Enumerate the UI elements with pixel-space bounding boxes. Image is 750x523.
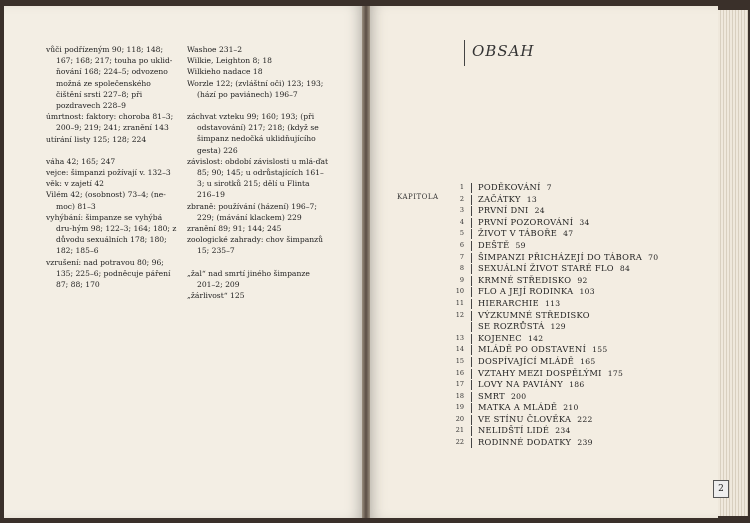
chapter-title-text: ŽIVOT V TÁBOŘE [478, 228, 558, 239]
toc-row [440, 286, 700, 298]
index-entry: věk: v zajetí 42 [46, 179, 104, 189]
index-entry: Wilkie, Leighton 8; 18 [187, 56, 272, 66]
chapter-number: 17 [455, 380, 464, 389]
chapter-title-text: VE STÍNU ČLOVĚKA [478, 413, 572, 424]
chapter-title-text: PRVNÍ POZOROVÁNÍ [478, 216, 574, 227]
toc-row [440, 182, 700, 194]
toc-divider [471, 287, 472, 297]
chapter-title [478, 391, 526, 403]
chapter-title [478, 217, 590, 229]
index-entry: záchvat vzteku 99; 160; 193; (při odstavování) 217; 218; (když se šimpanz nedočká uklidňujícího gesta) 226 [187, 112, 319, 155]
index-entry: „žárlivost“ 125 [187, 291, 245, 301]
chapter-title [478, 437, 593, 449]
toc-divider [471, 264, 472, 274]
toc-row [440, 263, 700, 275]
chapter-number: 10 [455, 287, 464, 296]
chapter-title [478, 194, 537, 206]
toc-divider [471, 276, 472, 286]
index-entry: úmrtnost: faktory: choroba 81–3; 200–9; 219; 241; zranění 143 [46, 112, 174, 133]
chapter-page: 200 [511, 391, 527, 401]
chapter-title [478, 252, 658, 264]
toc-row [440, 402, 700, 414]
chapter-title [478, 275, 588, 287]
index-entry: zbraně: používání (házení) 196–7; 229; (mávání klackem) 229 [187, 201, 317, 222]
index-entry: závislost: období závislosti u mlá-ďat 85; 90; 145; u odrůstajících 161–3; u sirotků 215; dělí u Flinta 216–19 [187, 156, 329, 200]
chapter-page: 142 [527, 333, 544, 343]
toc-row [440, 205, 700, 217]
toc-row [440, 217, 700, 229]
chapter-title-text: MLÁDĚ PO ODSTAVENÍ [478, 344, 587, 355]
toc-divider [471, 241, 472, 251]
chapter-title [478, 402, 579, 414]
chapter-title [478, 240, 526, 252]
toc-row [440, 344, 700, 356]
chapter-page: 210 [563, 403, 579, 413]
index-entry: vůči podřízeným 90; 118; 148; 167; 168; 217; touha po uklid-ňování 168; 224–5; odvozeno možná ze společenského čištění srsti 227–8; při pozdravech 228–9 [46, 45, 173, 111]
book-gutter [362, 6, 370, 518]
toc-row [440, 321, 700, 333]
index-column-2 [187, 44, 329, 301]
toc-divider [471, 380, 472, 390]
chapter-title [478, 333, 543, 345]
chapter-title [478, 205, 545, 217]
chapter-page: 92 [577, 275, 588, 285]
chapter-title-text: RODINNÉ DODATKY [478, 437, 572, 448]
index-entry: zoologické zahrady: chov šimpanzů 15; 235–7 [187, 235, 324, 256]
chapter-page: 239 [577, 438, 593, 448]
toc-row [440, 437, 700, 449]
toc-divider [471, 195, 472, 205]
chapter-title-text: KRMNÉ STŘEDISKO [478, 274, 572, 285]
chapter-title-text: NELIDŠTÍ LIDÉ [478, 425, 550, 436]
toc-row [440, 252, 700, 264]
chapter-title-text: LOVY NA PAVIÁNY [478, 379, 564, 390]
index-entry: utírání listy 125; 128; 224 [46, 134, 147, 144]
chapter-title-text: VZTAHY MEZI DOSPĚLÝMI [478, 367, 602, 378]
chapter-number: 8 [459, 264, 464, 273]
chapter-page: 113 [544, 298, 561, 308]
chapter-page: 13 [526, 194, 537, 204]
chapter-title [478, 356, 596, 368]
corner-mark: 2 [713, 480, 729, 498]
chapter-number: 20 [455, 414, 464, 423]
toc-divider [471, 357, 472, 367]
chapter-title [478, 310, 596, 322]
chapter-title-text: SMRT [478, 390, 506, 401]
index-entry: vzrušení: nad potravou 80; 96; 135; 225–6; podněcuje páření 87; 88; 170 [46, 257, 171, 290]
chapter-page: 175 [607, 368, 624, 378]
chapter-title-text: HIERARCHIE [478, 297, 539, 308]
chapter-title [478, 379, 584, 391]
toc-divider [471, 392, 472, 402]
chapter-title-text: DEŠTĚ [478, 239, 510, 250]
toc-row [440, 379, 700, 391]
chapter-number: 2 [459, 194, 464, 203]
chapter-title [478, 414, 593, 426]
chapter-page: 165 [580, 356, 596, 366]
index-entry: Vilém 42; (osobnost) 73–4; (ne-moc) 81–3 [46, 190, 166, 211]
chapter-title-text: PRVNÍ DNI [478, 205, 529, 216]
chapter-page: 84 [619, 264, 631, 274]
chapter-number: 22 [455, 438, 464, 447]
index-entry: „žal“ nad smrtí jiného šimpanze 201–2; 209 [187, 268, 310, 289]
toc-row [440, 275, 700, 287]
toc-divider [471, 334, 472, 344]
index-entry: vejce: šimpanzi požívají v. 132–3 [46, 168, 171, 178]
chapter-page: 34 [579, 217, 590, 227]
toc-divider [471, 426, 472, 436]
chapter-page: 59 [515, 240, 526, 250]
toc-row [440, 228, 700, 240]
chapter-page: 7 [546, 183, 552, 192]
chapter-page: 129 [550, 322, 566, 332]
toc-divider [471, 299, 472, 309]
chapter-title-text: VÝZKUMNÉ STŘEDISKO [478, 309, 590, 320]
chapter-title-text: KOJENEC [478, 332, 522, 343]
chapter-title [478, 425, 571, 437]
chapter-title-text: MATKA A MLÁDĚ [478, 402, 558, 413]
index-entry: váha 42; 165; 247 [46, 156, 116, 166]
chapter-number: 12 [455, 310, 464, 319]
toc-divider [471, 403, 472, 413]
chapter-number: 14 [455, 345, 464, 354]
chapter-title [478, 344, 608, 356]
chapter-number: 7 [459, 252, 464, 261]
chapter-title-text: PODĚKOVÁNÍ [478, 182, 541, 192]
toc-divider [471, 415, 472, 425]
chapter-title-text: SE ROZRŮSTÁ [478, 321, 545, 332]
chapter-title-text: ZAČÁTKY [478, 193, 521, 204]
toc-divider [471, 183, 472, 193]
toc-row [440, 240, 700, 252]
toc-divider [471, 206, 472, 216]
chapter-number: 4 [459, 217, 464, 226]
chapter-number: 15 [455, 356, 464, 365]
page-edges [718, 10, 748, 516]
toc-row [440, 298, 700, 310]
toc-divider [471, 218, 472, 228]
chapter-title-text: ŠIMPANZI PŘICHÁZEJÍ DO TÁBORA [478, 251, 643, 262]
chapter-title [478, 263, 630, 275]
chapter-number: 1 [459, 183, 464, 191]
toc-divider [471, 345, 472, 355]
chapter-number: 13 [455, 333, 464, 342]
index-entry: Wilkieho nadace 18 [187, 67, 263, 77]
table-of-contents [440, 182, 700, 449]
chapter-title-text: FLO A JEJÍ RODINKA [478, 286, 574, 297]
chapter-page: 103 [579, 287, 595, 297]
toc-row [440, 425, 700, 437]
chapter-number: 19 [455, 403, 464, 412]
chapter-page: 222 [577, 414, 593, 424]
chapter-page: 155 [592, 345, 608, 355]
page-title: OBSAH [472, 42, 535, 60]
toc-divider [471, 369, 472, 379]
index-entry: Washoe 231–2 [187, 45, 243, 54]
index-entry: Worzle 122; (zvláštní oči) 123; 193; (hází po paviánech) 196–7 [187, 78, 324, 99]
chapter-title [478, 286, 595, 298]
toc-row [440, 333, 700, 345]
toc-divider [471, 322, 472, 332]
chapter-page: 186 [569, 380, 585, 390]
toc-divider [471, 438, 472, 448]
chapter-title [478, 368, 623, 380]
chapter-number: 6 [459, 240, 464, 249]
chapter-column-label: KAPITOLA [397, 193, 439, 201]
toc-divider [471, 229, 472, 239]
toc-row [440, 310, 700, 322]
chapter-title-text: SEXUÁLNÍ ŽIVOT STARÉ FLO [478, 263, 614, 274]
index-column-1 [46, 44, 178, 290]
toc-row [440, 368, 700, 380]
index-entry: zranění 89; 91; 144; 245 [187, 224, 282, 234]
chapter-page: 70 [648, 252, 659, 262]
toc-row [440, 414, 700, 426]
chapter-number: 5 [459, 229, 464, 238]
toc-row [440, 194, 700, 206]
chapter-title [478, 298, 560, 310]
chapter-number: 11 [455, 298, 464, 307]
chapter-number: 18 [455, 391, 464, 400]
chapter-title [478, 228, 573, 240]
chapter-page: 24 [534, 206, 545, 216]
toc-divider [471, 311, 472, 321]
toc-row [440, 356, 700, 368]
toc-divider [471, 253, 472, 263]
chapter-number: 21 [455, 426, 464, 435]
chapter-page: 234 [555, 426, 571, 436]
chapter-number: 16 [455, 368, 464, 377]
chapter-page: 47 [563, 229, 574, 239]
chapter-title [478, 182, 552, 194]
chapter-number: 3 [459, 206, 464, 215]
chapter-number: 9 [459, 275, 464, 284]
index-entry: vyhýbání: šimpanze se vyhýbá dru-hým 98; 122–3; 164; 180; z důvodu sexuálních 178; 180; 182; 185–6 [46, 212, 177, 256]
chapter-title-text: DOSPÍVAJÍCÍ MLÁDĚ [478, 355, 575, 366]
chapter-title [478, 321, 566, 333]
title-rule [464, 40, 465, 66]
toc-row [440, 391, 700, 403]
